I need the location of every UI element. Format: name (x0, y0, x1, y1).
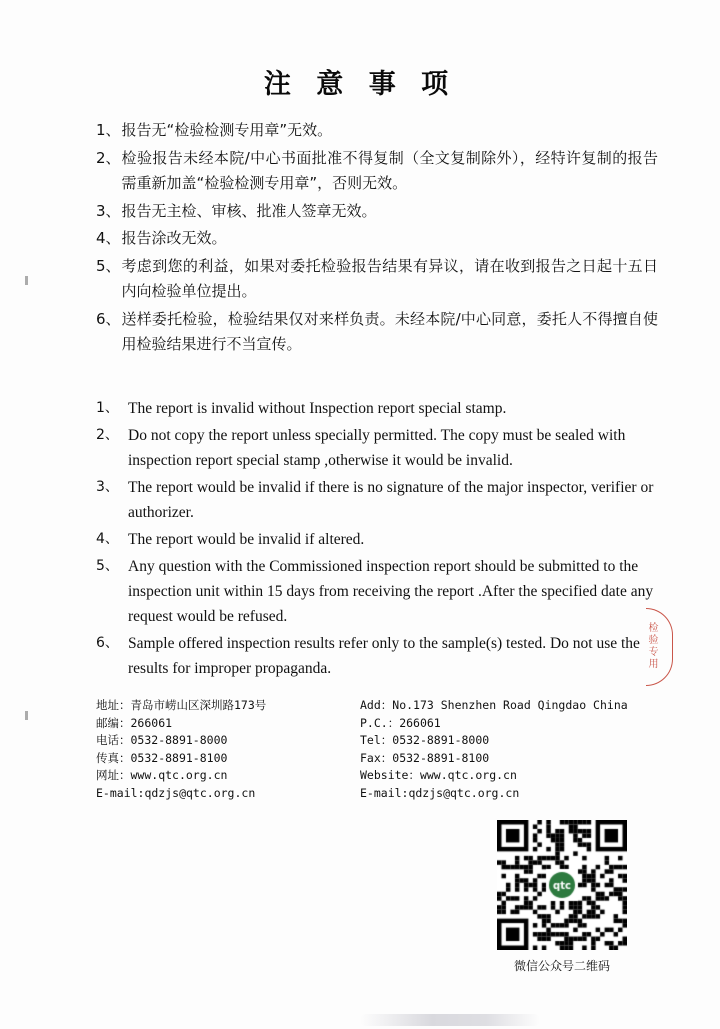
contact-website-en: Website：www.qtc.org.cn (360, 768, 517, 782)
scan-artifact (360, 1014, 540, 1026)
contact-block (96, 697, 662, 802)
red-seal-mark (640, 608, 680, 688)
list-item-text: The report would be invalid if there is no signature of the major inspector, verifier or authorizer. (128, 479, 654, 521)
contact-postcode-en: P.C.：266061 (360, 715, 441, 730)
list-item-text: 检验报告未经本院/中心书面批准不得复制（全文复制除外），经特许复制的报告需重新加盖“检验检测专用章”，否则无效。 (121, 148, 658, 192)
list-item-number: 3、 (96, 479, 119, 495)
contact-phone-cn: 电话：0532-8891-8000 (96, 733, 228, 747)
qr-code-caption: 微信公众号二维码 (513, 959, 610, 973)
contact-address-cn: 地址：青岛市崂山区深圳路173号 (96, 698, 267, 712)
list-item (96, 631, 662, 681)
contact-column-english (360, 697, 660, 802)
contact-address-en: Add：No.173 Shenzhen Road Qingdao China (360, 698, 628, 712)
list-item-number: 3、 (96, 201, 121, 220)
list-item-text: 送样委托检验，检验结果仅对来样负责。未经本院/中心同意，委托人不得擅自使用检验结果进行不当宣传。 (121, 309, 658, 353)
list-item-number: 4、 (96, 229, 121, 247)
list-item (96, 554, 662, 629)
list-item-number: 4、 (96, 531, 119, 547)
list-item-text: The report is invalid without Inspection report special stamp. (128, 400, 507, 417)
list-item (96, 396, 662, 421)
qr-canvas (497, 820, 627, 950)
list-item-number: 5、 (96, 256, 121, 275)
list-item-text: Sample offered inspection results refer only to the sample(s) tested. Do not use the results for improper propaganda. (128, 635, 640, 677)
contact-email-cn: E-mail:qdzjs@qtc.org.cn (96, 785, 256, 800)
list-item-text: 考虑到您的利益，如果对委托检验报告结果有异议，请在收到报告之日起十五日内向检验单位提出。 (121, 256, 658, 300)
list-item-text: 报告无主检、审核、批准人签章无效。 (121, 201, 377, 220)
list-item-number: 6、 (96, 635, 119, 651)
contact-postcode-cn: 邮编：266061 (96, 715, 173, 730)
list-item-number: 1、 (96, 400, 119, 416)
qr-code-block (497, 820, 627, 974)
list-item-text: 报告无“检验检测专用章”无效。 (121, 121, 333, 139)
list-item-number: 6、 (96, 309, 121, 328)
list-item (96, 199, 658, 225)
list-item-number: 1、 (96, 121, 121, 139)
seal-text: 检验专用 (646, 622, 657, 670)
scan-edge-mark (25, 276, 28, 285)
list-item-text: Any question with the Commissioned inspection report should be submitted to the inspection unit within 15 days from receiving the report .After the specified date any request would be refused. (128, 558, 654, 625)
list-item (96, 226, 658, 252)
list-item-number: 2、 (96, 427, 119, 443)
contact-column-chinese (96, 697, 342, 802)
qr-code-image (497, 820, 627, 950)
contact-email-en: E-mail:qdzjs@qtc.org.cn (360, 785, 520, 800)
list-item-text: Do not copy the report unless specially permitted. The copy must be sealed with inspection report special stamp ,otherwise it would be invalid. (128, 427, 626, 469)
list-item (96, 475, 662, 525)
english-notes-list (96, 396, 662, 683)
contact-fax-en: Fax：0532-8891-8100 (360, 750, 490, 765)
list-item (96, 423, 662, 473)
list-item-number: 5、 (96, 558, 119, 574)
list-item (96, 307, 658, 358)
page-title: 注 意 事 项 (263, 69, 457, 100)
contact-phone-en: Tel：0532-8891-8000 (360, 733, 490, 747)
list-item-number: 2、 (96, 148, 121, 167)
contact-website-cn: 网址：www.qtc.org.cn (96, 768, 228, 782)
list-item-text: The report would be invalid if altered. (128, 531, 365, 548)
list-item (96, 118, 658, 144)
list-item-text: 报告涂改无效。 (121, 229, 227, 247)
list-item (96, 254, 658, 305)
list-item (96, 527, 662, 552)
scan-edge-mark (25, 711, 28, 720)
contact-fax-cn: 传真：0532-8891-8100 (96, 750, 228, 765)
chinese-notes-list (96, 118, 658, 360)
list-item (96, 146, 658, 197)
